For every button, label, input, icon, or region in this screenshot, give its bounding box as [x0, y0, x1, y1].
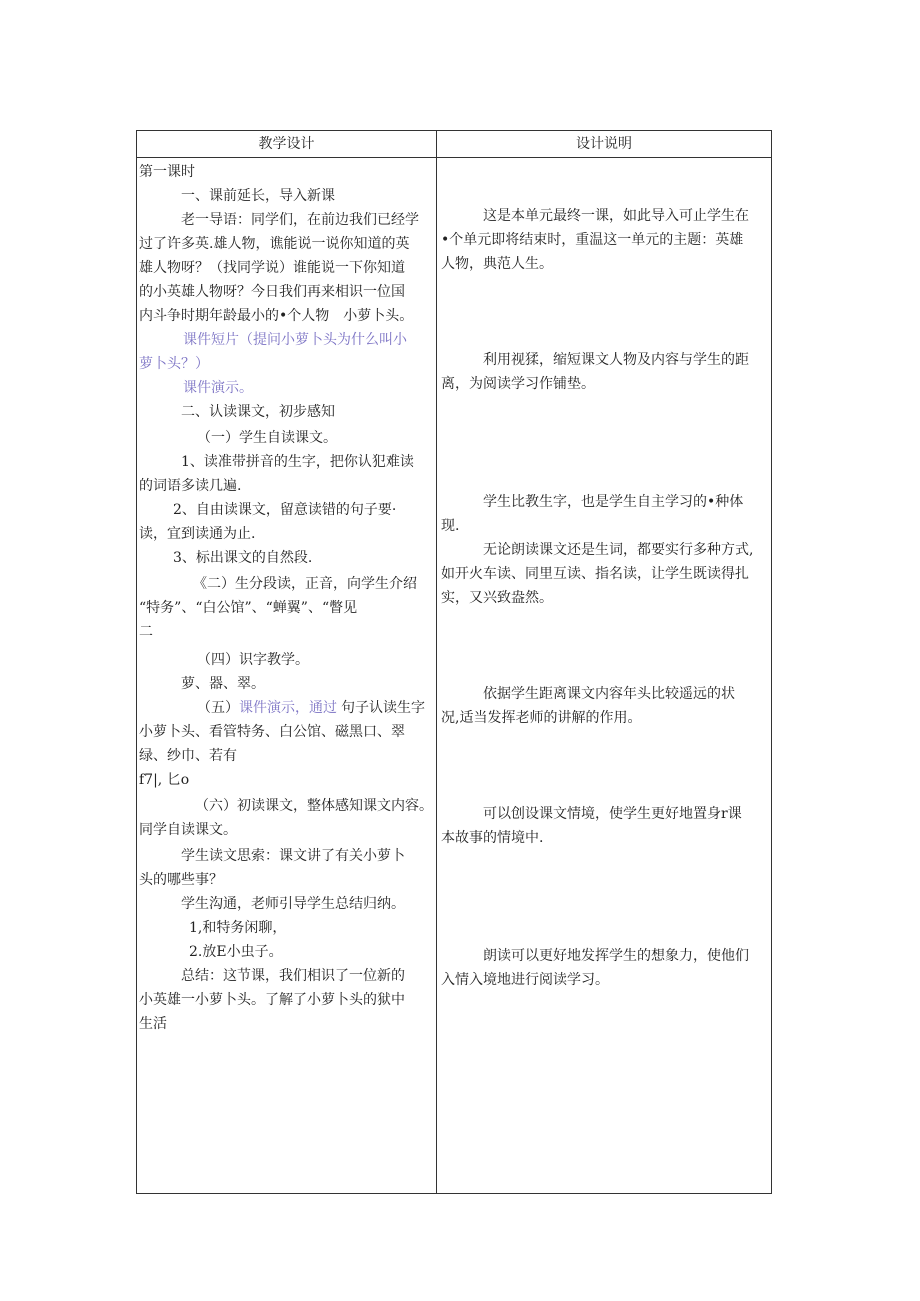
- right-line: 这是本单元最终一课，如此导入可止学生在: [483, 208, 749, 224]
- left-line: 1、读准带拼音的生字，把你认犯难读: [181, 454, 414, 470]
- left-line: 1,和特务闲聊，: [189, 920, 287, 936]
- header-divider: [137, 157, 771, 158]
- lesson-plan-table: [136, 130, 772, 1194]
- left-line-courseware: 课件短片（提问小萝卜头为什么叫小: [183, 332, 407, 348]
- left-line: 头的哪些事？: [139, 872, 223, 888]
- right-line: 本故事的情境中.: [441, 830, 544, 846]
- column-divider: [436, 131, 437, 1193]
- left-line: 总结：这节课，我们相识了一位新的: [181, 968, 405, 984]
- left-line: 同学自读课文。: [139, 822, 237, 838]
- left-line: 小萝卜头、看管特务、白公馆、磁黑口、翠: [139, 724, 405, 740]
- left-line-courseware: 萝卜头？）: [139, 356, 209, 372]
- left-line: f7|, 匕o: [139, 772, 190, 788]
- left-line: 学生沟通，老师引导学生总结归纳。: [181, 896, 405, 912]
- right-line: •个单元即将结束时，重温这一单元的主题：英雄: [441, 232, 744, 248]
- right-line: 朗读可以更好地发挥学生的想象力，使他们: [483, 948, 749, 964]
- left-line: 的词语多读几遍.: [139, 478, 242, 494]
- left-line: 2、自由读课文，留意读错的句子要·: [173, 502, 397, 518]
- left-line: 二: [139, 624, 153, 640]
- left-line: 第一课时: [139, 164, 195, 180]
- right-line: 况,适当发挥老师的讲解的作用。: [441, 710, 642, 726]
- left-line: 学生读文思索：课文讲了有关小萝卜: [181, 848, 405, 864]
- left-line: 句子认读生字: [341, 700, 425, 716]
- right-line: 如开火车读、同里互读、指名读，让学生既读得扎: [441, 566, 749, 582]
- left-line: 二、认读课文，初步感知: [181, 404, 335, 420]
- left-line: （五）: [197, 700, 239, 716]
- left-line: 绿、纱巾、若有: [139, 748, 237, 764]
- right-line: 无论朗读课文还是生词，都要实行多种方式,: [483, 542, 754, 558]
- right-line: 可以创设课文情境，使学生更好地置身r课: [483, 806, 742, 822]
- left-line: “特务”、“白公馆”、“蝉翼”、“瞥见: [139, 600, 358, 616]
- left-line: 萝、器、翠。: [181, 676, 265, 692]
- left-line: （六）初读课文，整体感知课文内容。: [195, 798, 433, 814]
- right-line: 人物，典范人生。: [441, 256, 553, 272]
- left-line: 的小英雄人物呀？今日我们再来相识一位国: [139, 284, 405, 300]
- right-line: 依据学生距离课文内容年头比较遥远的状: [483, 686, 735, 702]
- left-line: 生活: [139, 1016, 167, 1032]
- left-line: 读，宜到读通为止.: [139, 526, 256, 542]
- left-line: 3、标出课文的自然段.: [173, 550, 313, 566]
- left-line: 老一导语：同学们，在前边我们已经学: [181, 212, 419, 228]
- right-line: 入情入境地进行阅读学习。: [441, 972, 609, 988]
- left-line: 《二）生分段读，正音，向学生介绍: [193, 576, 417, 592]
- right-line: 实，又兴致盎然。: [441, 590, 553, 606]
- left-line: 雄人物呀？（找同学说）谁能说一下你知道: [139, 260, 405, 276]
- right-line: 学生比教生字，也是学生自主学习的•种体: [483, 494, 744, 510]
- left-line-courseware: 课件演示。: [183, 380, 253, 396]
- right-line: 离，为阅读学习作铺垫。: [441, 376, 595, 392]
- right-line: 现.: [441, 518, 460, 534]
- left-line: （四）识字教学。: [197, 652, 309, 668]
- left-line: 一、课前延长，导入新课: [181, 188, 335, 204]
- left-line: 内斗争时期年龄最小的•个人物 小萝卜头。: [139, 308, 414, 324]
- header-design-notes: 设计说明: [576, 136, 632, 152]
- right-line: 利用视猱，缩短课文人物及内容与学生的距: [483, 352, 749, 368]
- left-line: （一）学生自读课文。: [197, 430, 337, 446]
- left-line: 2.放E小虫子。: [189, 944, 283, 960]
- left-line-courseware: 课件演示，通过: [239, 700, 337, 716]
- header-teaching-design: 教学设计: [258, 136, 315, 152]
- left-line: 小英雄一小萝卜头。了解了小萝卜头的狱中: [139, 992, 405, 1008]
- left-line: 过了许多英.雄人物，谯能说一说你知道的英: [139, 236, 410, 252]
